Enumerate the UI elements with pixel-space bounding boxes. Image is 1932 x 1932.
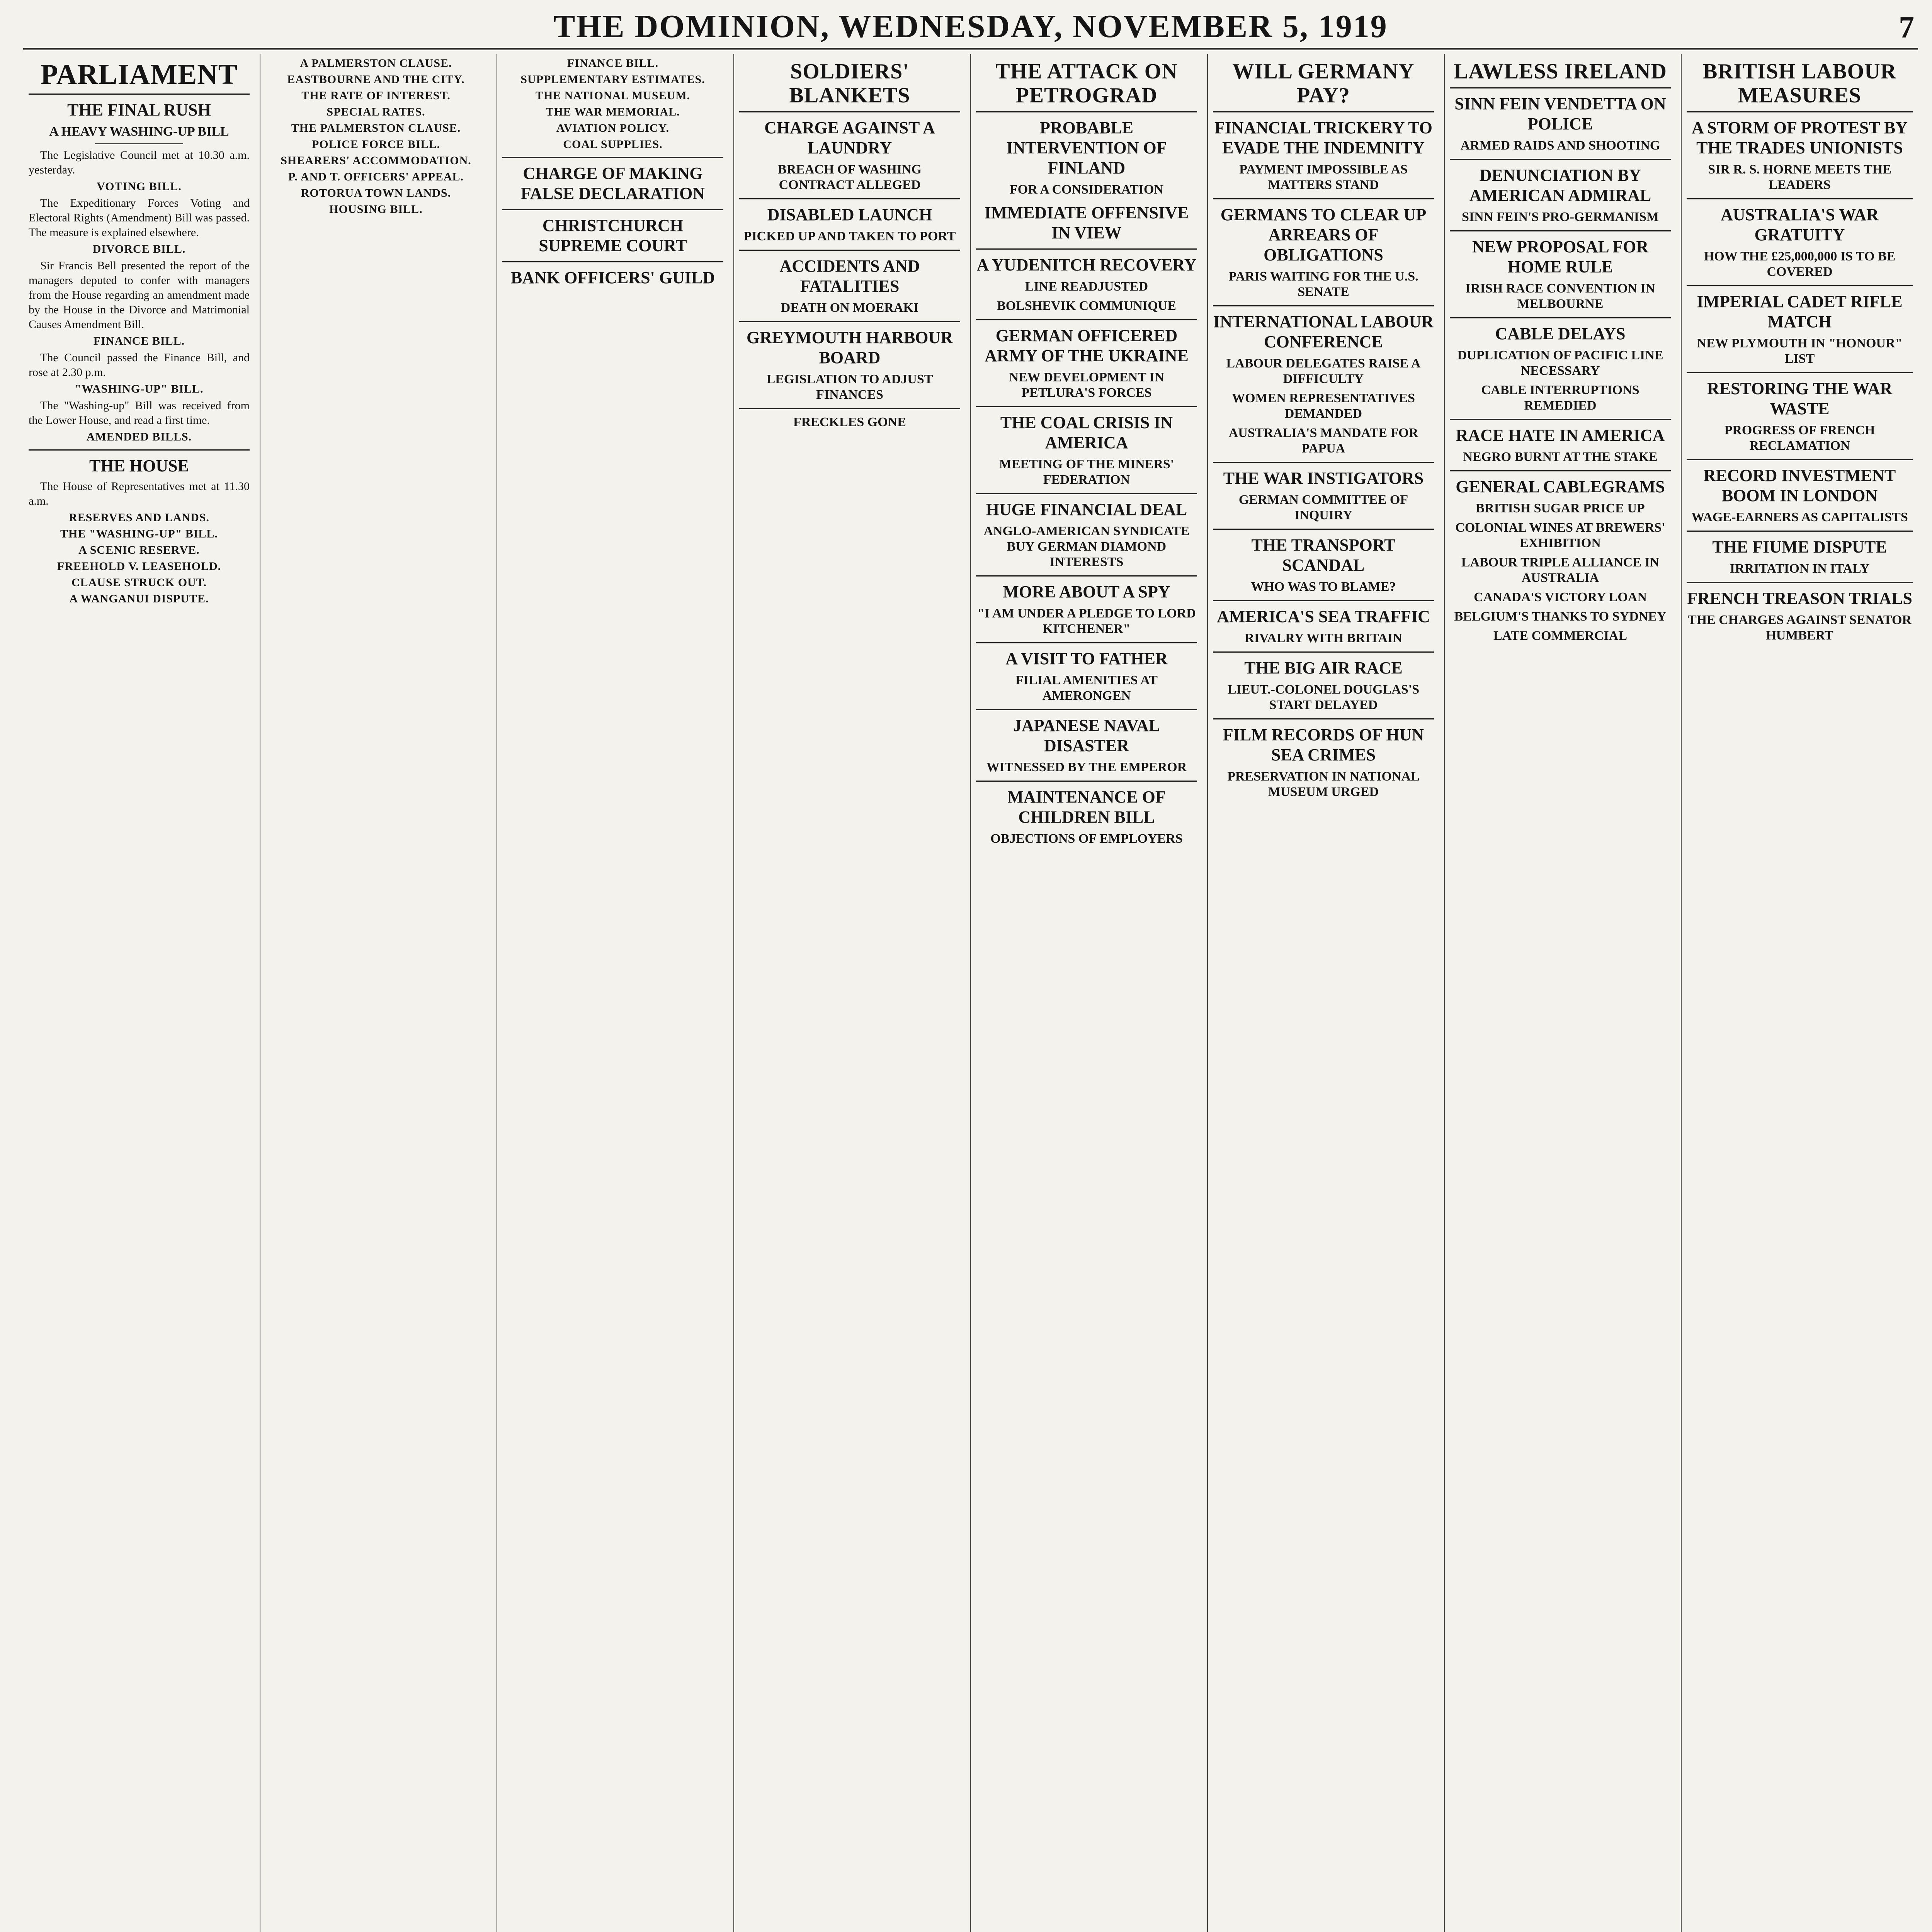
subhead-housing-bill: HOUSING BILL. — [329, 203, 423, 216]
subheadline-paris-waiting: PARIS WAITING FOR THE U.S. SENATE — [1228, 269, 1418, 299]
subheadline-french-reclamation: PROGRESS OF FRENCH RECLAMATION — [1724, 423, 1875, 453]
headline-race-hate: RACE HATE IN AMERICA — [1456, 426, 1665, 445]
subhead-wanganui-dispute: A WANGANUI DISPUTE. — [69, 592, 209, 605]
column-7 — [1444, 54, 1676, 1932]
headline-yudenitch-recovery: A YUDENITCH RECOVERY — [976, 255, 1197, 274]
subhead-police-force-bill: POLICE FORCE BILL. — [311, 138, 440, 151]
headline-sinn-fein: SINN FEIN VENDETTA ON POLICE — [1454, 94, 1666, 133]
headline-investment-boom: RECORD INVESTMENT BOOM IN LONDON — [1703, 466, 1896, 505]
subheadline-douglas: LIEUT.-COLONEL DOUGLAS'S START DELAYED — [1227, 682, 1420, 712]
headline-cadet-rifle: IMPERIAL CADET RIFLE MATCH — [1697, 292, 1903, 331]
headline-transport-scandal: THE TRANSPORT SCANDAL — [1251, 536, 1396, 575]
headline-children-bill: MAINTENANCE OF CHILDREN BILL — [1007, 787, 1166, 827]
subhead-voting-bill: VOTING BILL. — [97, 180, 182, 193]
subheadline-papua: AUSTRALIA'S MANDATE FOR PAPUA — [1228, 426, 1418, 456]
headline-charge-laundry: CHARGE AGAINST A LAUNDRY — [764, 118, 935, 157]
body-text: The House of Representatives met at 11.30 a.m. — [29, 480, 250, 507]
column-8 — [1681, 54, 1918, 1932]
body-text: The "Washing-up" Bill was received from the Lower House, and read a first time. — [29, 399, 250, 427]
subhead-amended-bills: AMENDED BILLS. — [86, 430, 192, 443]
headline-bank-officers-guild: BANK OFFICERS' GUILD — [510, 268, 715, 287]
subhead-p-and-t-officers: P. AND T. OFFICERS' APPEAL. — [288, 170, 464, 183]
headline-the-house: THE HOUSE — [89, 456, 189, 475]
subhead-finance-bill: FINANCE BILL. — [93, 335, 185, 347]
subheadline-sugar: BRITISH SUGAR PRICE UP — [1476, 501, 1645, 515]
column-1 — [23, 54, 255, 1932]
subheadline-museum: PRESERVATION IN NATIONAL MUSEUM URGED — [1227, 769, 1420, 799]
headline-film-records: FILM RECORDS OF HUN SEA CRIMES — [1223, 725, 1424, 764]
column-3 — [497, 54, 729, 1932]
headline-labour-conference: INTERNATIONAL LABOUR CONFERENCE — [1213, 312, 1434, 351]
subheadline-irish-convention: IRISH RACE CONVENTION IN MELBOURNE — [1465, 281, 1655, 311]
subheadline-employers: OBJECTIONS OF EMPLOYERS — [990, 832, 1183, 846]
headline-coal-crisis: THE COAL CRISIS IN AMERICA — [1000, 413, 1173, 452]
subheadline-bolshevik: BOLSHEVIK COMMUNIQUE — [997, 299, 1176, 313]
headline-naval-disaster: JAPANESE NAVAL DISASTER — [1013, 716, 1160, 755]
column-5 — [971, 54, 1202, 1932]
headline-greymouth-harbour: GREYMOUTH HARBOUR BOARD — [746, 328, 953, 367]
headline-general-cablegrams: GENERAL CABLEGRAMS — [1456, 477, 1665, 496]
subheadline-cable-remedied: CABLE INTERRUPTIONS REMEDIED — [1481, 383, 1639, 413]
subheadline-italy: IRRITATION IN ITALY — [1730, 561, 1870, 576]
body-text: Sir Francis Bell presented the report of the managers deputed to confer with managers from the House regarding an amendment made by the House in the Divorce and Matrimonial Causes Amendment Bill. — [29, 259, 250, 331]
subheadline-belgium: BELGIUM'S THANKS TO SYDNEY — [1454, 609, 1667, 624]
subhead-divorce-bill: DIVORCE BILL. — [92, 243, 186, 255]
subheadline-line-readjusted: LINE READJUSTED — [1025, 279, 1148, 294]
subheadline-committee: GERMAN COMMITTEE OF INQUIRY — [1238, 493, 1408, 522]
subheadline-late-commercial: LATE COMMERCIAL — [1493, 629, 1627, 643]
subhead-palmerston-clause-2: THE PALMERSTON CLAUSE. — [291, 122, 461, 134]
headline-final-rush: THE FINAL RUSH — [67, 100, 211, 119]
headline-american-admiral: DENUNCIATION BY AMERICAN ADMIRAL — [1469, 166, 1651, 205]
subheadline-25-million: HOW THE £25,000,000 IS TO BE COVERED — [1704, 249, 1896, 279]
headline-spy: MORE ABOUT A SPY — [1003, 582, 1170, 601]
subhead-washing-up-bill: "WASHING-UP" BILL. — [75, 383, 204, 395]
subheadline-payment-impossible: PAYMENT IMPOSSIBLE AS MATTERS STAND — [1239, 162, 1408, 192]
subheadline-new-plymouth: NEW PLYMOUTH IN "HONOUR" LIST — [1697, 336, 1903, 366]
subheadline-pacific-line: DUPLICATION OF PACIFIC LINE NECESSARY — [1457, 348, 1663, 378]
subheadline-rivalry: RIVALRY WITH BRITAIN — [1245, 631, 1402, 645]
headline-cable-delays: CABLE DELAYS — [1495, 324, 1626, 343]
subheadline-emperor: WITNESSED BY THE EMPEROR — [986, 760, 1187, 774]
subheadline-washing-up-bill: A HEAVY WASHING-UP BILL — [49, 124, 229, 139]
headline-visit-father: A VISIT TO FATHER — [1005, 649, 1168, 668]
subheadline-pro-germanism: SINN FEIN'S PRO-GERMANISM — [1461, 210, 1659, 224]
headline-will-germany-pay: WILL GERMANY PAY? — [1213, 54, 1434, 112]
headline-lawless-ireland: LAWLESS IRELAND — [1450, 54, 1671, 88]
body-text: The Legislative Council met at 10.30 a.m. yesterday. — [29, 149, 250, 176]
subheadline-wines: COLONIAL WINES AT BREWERS' EXHIBITION — [1455, 520, 1665, 550]
headline-financial-trickery: FINANCIAL TRICKERY TO EVADE THE INDEMNITY — [1214, 118, 1433, 157]
headline-sea-traffic: AMERICA'S SEA TRAFFIC — [1217, 607, 1430, 626]
headline-financial-deal: HUGE FINANCIAL DEAL — [986, 500, 1187, 519]
headline-treason-trials: FRENCH TREASON TRIALS — [1687, 589, 1912, 608]
subhead-freehold-leasehold: FREEHOLD V. LEASEHOLD. — [57, 560, 221, 573]
section-banner-parliament: PARLIAMENT — [29, 54, 250, 95]
subhead-eastbourne-city: EASTBOURNE AND THE CITY. — [287, 73, 465, 86]
column-2 — [260, 54, 492, 1932]
subhead-national-museum: THE NATIONAL MUSEUM. — [535, 89, 690, 102]
subhead-washing-up-bill-house: THE "WASHING-UP" BILL. — [60, 527, 218, 540]
subhead-war-memorial: THE WAR MEMORIAL. — [546, 105, 680, 118]
headline-air-race: THE BIG AIR RACE — [1244, 658, 1403, 677]
subhead-supplementary-estimates: SUPPLEMENTARY ESTIMATES. — [520, 73, 705, 86]
subheadline-women-reps: WOMEN REPRESENTATIVES DEMANDED — [1232, 391, 1415, 421]
headline-war-waste: RESTORING THE WAR WASTE — [1707, 379, 1893, 418]
subhead-scenic-reserve: A SCENIC RESERVE. — [78, 544, 200, 556]
headline-accidents: ACCIDENTS AND FATALITIES — [779, 257, 920, 296]
headline-british-labour: BRITISH LABOUR MEASURES — [1687, 54, 1913, 112]
subheadline-labour-delegates: LABOUR DELEGATES RAISE A DIFFICULTY — [1226, 356, 1421, 386]
headline-christchurch-court: CHRISTCHURCH SUPREME COURT — [539, 216, 687, 255]
headline-fiume: THE FIUME DISPUTE — [1712, 537, 1887, 556]
masthead — [23, 5, 1918, 50]
headline-soldiers-blankets: SOLDIERS' BLANKETS — [739, 54, 960, 112]
subheadline-diamond: ANGLO-AMERICAN SYNDICATE BUY GERMAN DIAMOND INTERESTS — [983, 524, 1190, 569]
body-text: The Expeditionary Forces Voting and Electoral Rights (Amendment) Bill was passed. The measure is explained elsewhere. — [29, 197, 250, 239]
subhead-coal-supplies: COAL SUPPLIES. — [563, 138, 663, 151]
body-text: The Council passed the Finance Bill, and rose at 2.30 p.m. — [29, 351, 250, 379]
headline-german-officered-army: GERMAN OFFICERED ARMY OF THE UKRAINE — [985, 326, 1189, 365]
column-4 — [734, 54, 966, 1932]
headline-clear-arrears: GERMANS TO CLEAR UP ARREARS OF OBLIGATIONS — [1220, 205, 1427, 264]
subheadline-victory-loan: CANADA'S VICTORY LOAN — [1474, 590, 1647, 604]
headline-home-rule: NEW PROPOSAL FOR HOME RULE — [1472, 237, 1649, 276]
subhead-palmerston-clause: A PALMERSTON CLAUSE. — [300, 57, 452, 70]
newspaper-title: THE DOMINION, WEDNESDAY, NOVEMBER 5, 1919 — [553, 9, 1388, 44]
column-6 — [1208, 54, 1439, 1932]
subheadline-armed-raids: ARMED RAIDS AND SHOOTING — [1460, 138, 1660, 153]
subheadline-triple-alliance: LABOUR TRIPLE ALLIANCE IN AUSTRALIA — [1461, 555, 1660, 585]
subheadline-legislation: LEGISLATION TO ADJUST FINANCES — [766, 372, 933, 402]
subhead-finance-bill: FINANCE BILL. — [567, 57, 659, 70]
subhead-reserves-and-lands: RESERVES AND LANDS. — [69, 511, 209, 524]
subhead-special-rates: SPECIAL RATES. — [327, 105, 425, 118]
advert-freckles-gone: FRECKLES GONE — [793, 415, 906, 429]
subhead-aviation-policy: AVIATION POLICY. — [556, 122, 670, 134]
subhead-rate-of-interest: THE RATE OF INTEREST. — [301, 89, 451, 102]
subheadline-petlura: NEW DEVELOPMENT IN PETLURA'S FORCES — [1009, 370, 1164, 400]
subheadline-miners: MEETING OF THE MINERS' FEDERATION — [999, 457, 1174, 487]
subheadline-picked-up: PICKED UP AND TAKEN TO PORT — [743, 229, 956, 243]
subhead-shearers-accommodation: SHEARERS' ACCOMMODATION. — [281, 154, 471, 167]
headline-finland-intervention: PROBABLE INTERVENTION OF FINLAND — [1006, 118, 1167, 177]
subheadline-humbert: THE CHARGES AGAINST SENATOR HUMBERT — [1687, 613, 1912, 643]
subheadline-washing-contract: BREACH OF WASHING CONTRACT ALLEGED — [777, 162, 922, 192]
subheadline-kitchener: "I AM UNDER A PLEDGE TO LORD KITCHENER" — [977, 606, 1196, 636]
subheadline-death-moeraki: DEATH ON MOERAKI — [781, 301, 919, 315]
subheadline-horne: SIR R. S. HORNE MEETS THE LEADERS — [1708, 162, 1891, 192]
subhead-clause-struck-out: CLAUSE STRUCK OUT. — [71, 576, 207, 589]
headline-war-instigators: THE WAR INSTIGATORS — [1223, 469, 1424, 488]
subhead-rotorua-town-lands: ROTORUA TOWN LANDS. — [301, 187, 451, 199]
subheadline-amerongen: FILIAL AMENITIES AT AMERONGEN — [1015, 673, 1158, 703]
headline-immediate-offensive: IMMEDIATE OFFENSIVE IN VIEW — [984, 203, 1189, 242]
headline-false-declaration: CHARGE OF MAKING FALSE DECLARATION — [520, 164, 705, 203]
headline-war-gratuity: AUSTRALIA'S WAR GRATUITY — [1721, 205, 1879, 244]
subheadline-negro-burnt: NEGRO BURNT AT THE STAKE — [1463, 450, 1658, 464]
article-columns — [23, 54, 1918, 1932]
subheadline-consideration: FOR A CONSIDERATION — [1010, 182, 1163, 197]
page-number: 7 — [1899, 10, 1914, 44]
subheadline-blame: WHO WAS TO BLAME? — [1251, 580, 1396, 594]
headline-storm-protest: A STORM OF PROTEST BY THE TRADES UNIONISTS — [1691, 118, 1908, 157]
subheadline-capitalists: WAGE-EARNERS AS CAPITALISTS — [1691, 510, 1908, 524]
headline-attack-petrograd: THE ATTACK ON PETROGRAD — [976, 54, 1197, 112]
headline-disabled-launch: DISABLED LAUNCH — [767, 205, 932, 224]
